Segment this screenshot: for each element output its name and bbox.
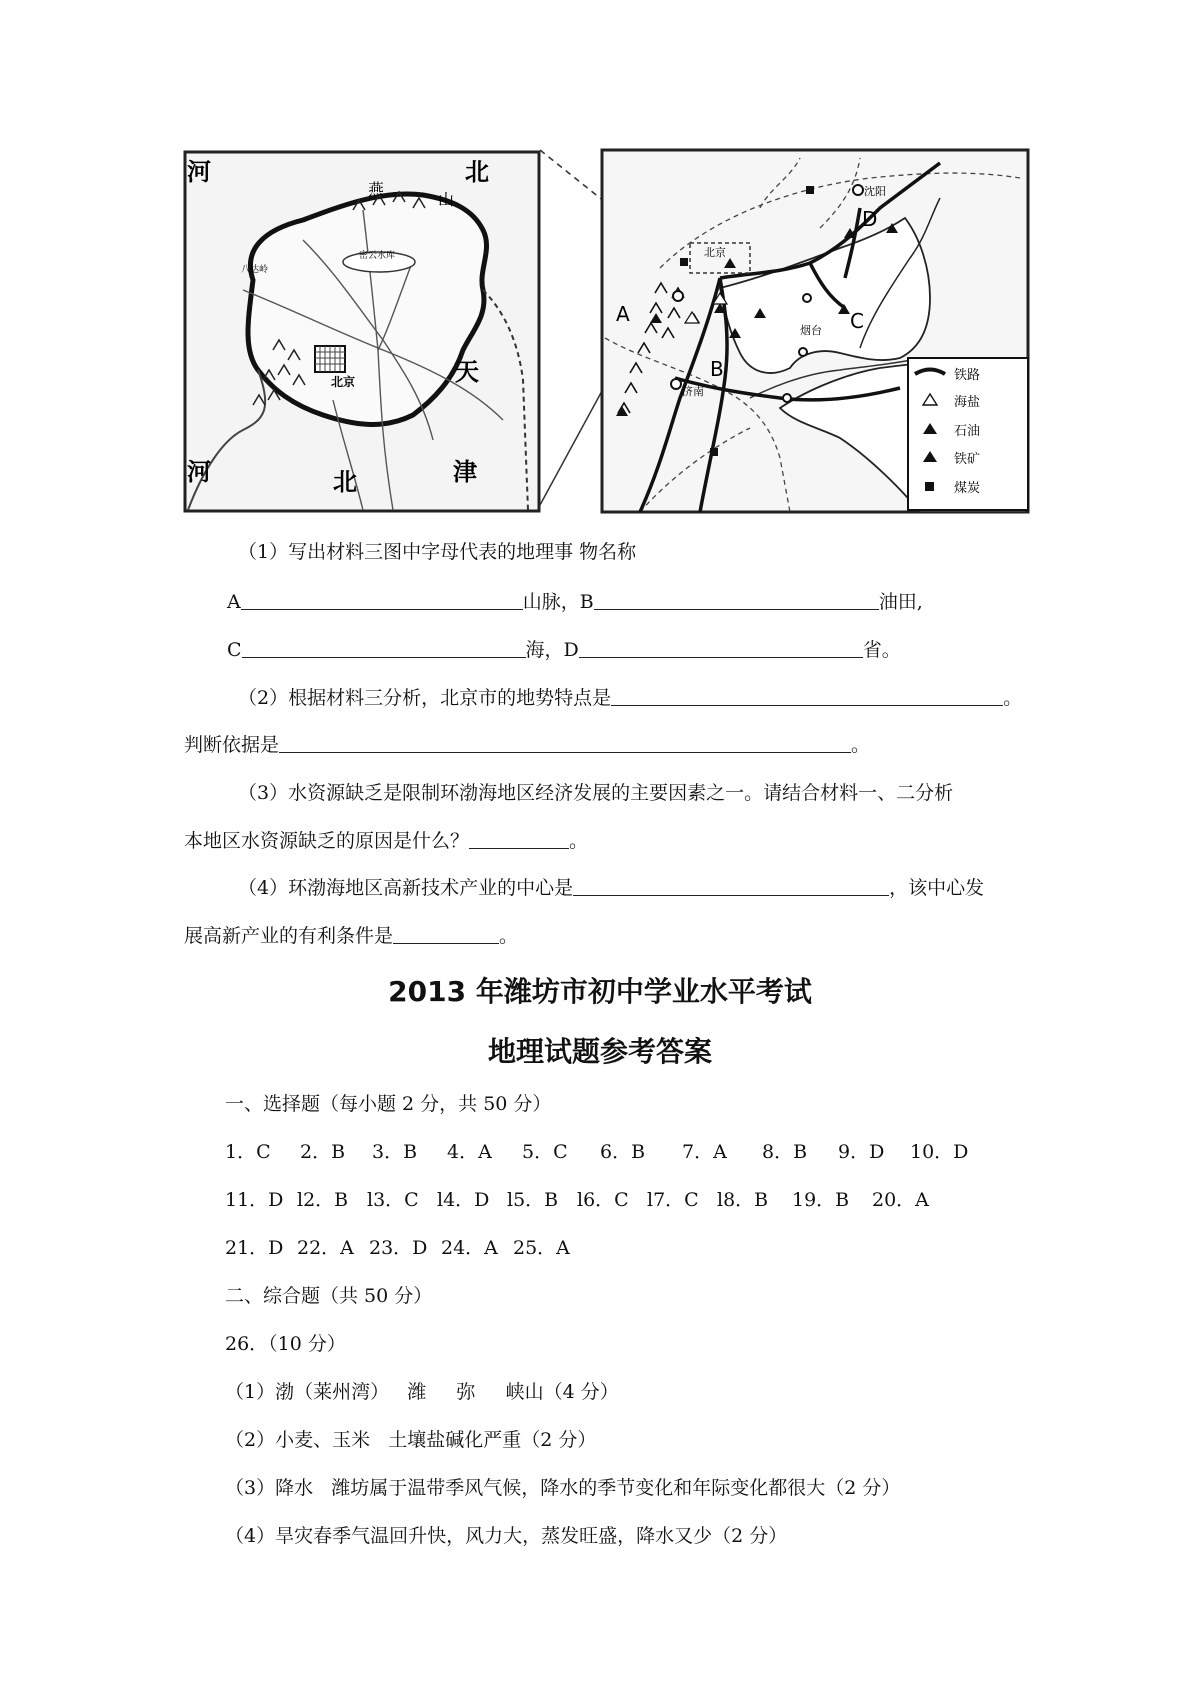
section-choice: 一、选择题（每小题 2 分，共 50 分） [225,1093,552,1115]
label-badaling: 八达岭 [241,265,269,275]
city-yantai: 烟台 [800,324,822,337]
q4-line2: 展高新产业的有利条件是 。 [184,925,519,947]
beijing-detail-map [183,150,541,513]
map-legend [908,358,1028,510]
legend-label-railway: 铁路 [954,368,981,383]
answer-blank-d[interactable] [579,639,863,658]
q1-b-suffix: 油田, [878,591,923,613]
answer-title: 2013 年潍坊市初中学业水平考试 [388,975,812,1008]
bohai-region-map [600,148,1030,514]
label-bei-bottom: 北 [333,468,357,496]
answer-26-4: （4）旱灾春季气温回升快，风力大，蒸发旺盛，降水又少（2 分） [225,1525,788,1547]
section-comprehensive: 二、综合题（共 50 分） [225,1285,433,1307]
q1-line-cd [227,638,901,662]
answer-26-3: （3）降水 潍坊属于温带季风气候，降水的季节变化和年际变化都很大（2 分） [225,1477,901,1499]
answer-26-1: （1）渤（莱州湾） 潍 弥 峡山（4 分） [225,1381,619,1403]
legend-label-coal: 煤炭 [954,481,981,496]
q2-line1: （2）根据材料三分析，北京市的地势特点是 。 [238,687,1023,709]
label-yan: 燕 [368,180,385,199]
q2-line2: 判断依据是 。 [184,734,871,756]
answer-blank-center[interactable] [573,877,889,896]
label-he-bottom: 河 [187,458,211,486]
q1-a-prefix: A [227,591,241,613]
q1-a-suffix: 山脉，B [522,591,594,613]
label-he-top: 河 [187,158,211,186]
answer-blank-evidence[interactable] [279,734,851,753]
city-beijing: 北京 [704,246,726,259]
q1-c-prefix: C [227,639,242,661]
q3-line1: （3）水资源缺乏是限制环渤海地区经济发展的主要因素之一。请结合材料一、二分析 [238,782,954,804]
marker-c: C [850,309,864,333]
legend-label-iron: 铁矿 [954,452,981,467]
answer-subtitle: 地理试题参考答案 [487,1035,712,1068]
marker-b: B [710,357,724,381]
label-jin: 津 [453,458,477,486]
legend-label-oil: 石油 [954,424,981,439]
label-tian: 天 [455,358,479,386]
legend-label-sea-salt: 海盐 [954,395,981,410]
answer-blank-a[interactable] [241,591,523,610]
label-beijing-city: 北京 [331,375,356,389]
marker-d: D [862,207,878,231]
label-bei-top: 北 [465,158,489,186]
coal-legend-icon [925,482,934,491]
label-shan: 山 [438,190,455,209]
answer-26-2: （2）小麦、玉米 土壤盐碱化严重（2 分） [225,1429,597,1451]
q1-d-suffix: 省。 [862,639,901,661]
city-jinan: 济南 [682,385,704,398]
answer-row-2: 11．D l2．B l3．C l4．D l5．B l6．C l7．C l8．B 19．B 20．A [225,1189,929,1211]
marker-a: A [616,302,630,326]
q4-line1: （4）环渤海地区高新技术产业的中心是 ，该中心发 [238,877,985,899]
q1-intro: （1）写出材料三图中字母代表的地理事 物名称 [238,541,637,563]
q26-heading: 26．（10 分） [225,1333,346,1355]
label-miyun: 密云水库 [359,251,396,261]
q3-line2: 本地区水资源缺乏的原因是什么？ 。 [184,830,589,852]
q1-line-ab [227,590,923,614]
answer-row-1: 1．C 2．B 3．B 4．A 5．C 6．B 7．A 8．B 9．D 10．D [225,1141,969,1163]
city-shenyang: 沈阳 [864,185,886,198]
answer-blank-conditions[interactable] [393,925,499,944]
answer-blank-water[interactable] [469,830,569,849]
answer-blank-b[interactable] [594,591,879,610]
q1-c-suffix: 海，D [525,639,579,661]
answer-blank-terrain[interactable] [611,687,1003,706]
answer-row-3: 21．D 22．A 23．D 24．A 25．A [225,1237,570,1259]
answer-blank-c[interactable] [242,639,526,658]
